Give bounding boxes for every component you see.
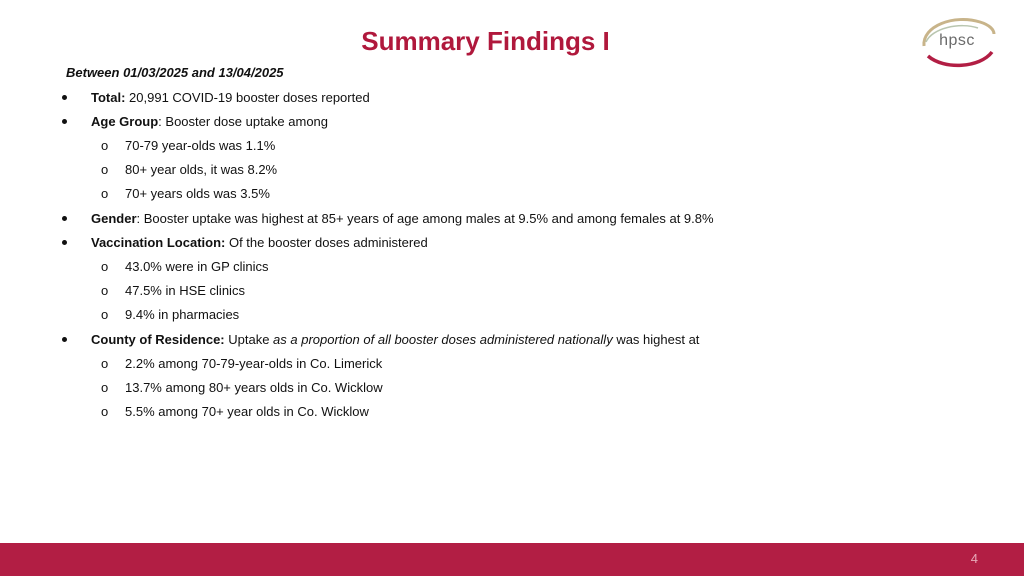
- sub-bullet-icon: o: [101, 356, 109, 371]
- sub-bullet-icon: o: [101, 307, 109, 322]
- footer-bar: [0, 543, 1024, 576]
- county-text-before: Uptake: [224, 332, 274, 347]
- sub-bullet-icon: o: [101, 162, 109, 177]
- age-group-sub-item: 80+ year olds, it was 8.2%: [125, 162, 278, 177]
- location-sub-item: 9.4% in pharmacies: [125, 307, 240, 322]
- gender-label: Gender: [91, 211, 137, 226]
- hpsc-logo: [914, 12, 1000, 72]
- vaccination-location-item: [91, 235, 428, 250]
- county-text-italic: as a proportion of all booster doses administered nationally: [273, 332, 613, 347]
- bullet-icon: [62, 95, 67, 100]
- total-label: Total:: [91, 90, 126, 105]
- logo-text: hpsc: [939, 32, 975, 49]
- county-sub-item: 13.7% among 80+ years olds in Co. Wicklow: [125, 380, 383, 395]
- sub-bullet-icon: o: [101, 138, 109, 153]
- age-group-item: [91, 114, 328, 129]
- slide-title: Summary Findings I: [361, 26, 610, 56]
- vaccination-location-label: Vaccination Location:: [91, 235, 226, 250]
- location-sub-item: 47.5% in HSE clinics: [125, 283, 245, 298]
- date-range: Between 01/03/2025 and 13/04/2025: [66, 65, 284, 80]
- county-item: [91, 332, 699, 347]
- sub-bullet-icon: o: [101, 404, 109, 419]
- total-text: 20,991 COVID-19 booster doses reported: [125, 90, 370, 105]
- sub-bullet-icon: o: [101, 259, 109, 274]
- bullet-icon: [62, 337, 67, 342]
- age-group-sub-item: 70-79 year-olds was 1.1%: [125, 138, 276, 153]
- county-label: County of Residence:: [91, 332, 225, 347]
- gender-text: : Booster uptake was highest at 85+ years of age among males at 9.5% and among females at 9.8%: [136, 211, 714, 226]
- sub-bullet-icon: o: [101, 380, 109, 395]
- county-sub-item: 2.2% among 70-79-year-olds in Co. Limerick: [125, 356, 383, 371]
- gender-item: [91, 211, 714, 226]
- age-group-label: Age Group: [91, 114, 159, 129]
- total-item: [91, 90, 370, 105]
- bullet-icon: [62, 240, 67, 245]
- location-sub-item: 43.0% were in GP clinics: [125, 259, 269, 274]
- vaccination-location-text: Of the booster doses administered: [225, 235, 428, 250]
- county-sub-item: 5.5% among 70+ year olds in Co. Wicklow: [125, 404, 369, 419]
- age-group-sub-item: 70+ years olds was 3.5%: [125, 186, 270, 201]
- county-text-after: was highest at: [612, 332, 700, 347]
- bullet-icon: [62, 119, 67, 124]
- age-group-text: : Booster dose uptake among: [158, 114, 329, 129]
- page-number: 4: [970, 551, 978, 566]
- bullet-icon: [62, 216, 67, 221]
- sub-bullet-icon: o: [101, 283, 109, 298]
- sub-bullet-icon: o: [101, 186, 109, 201]
